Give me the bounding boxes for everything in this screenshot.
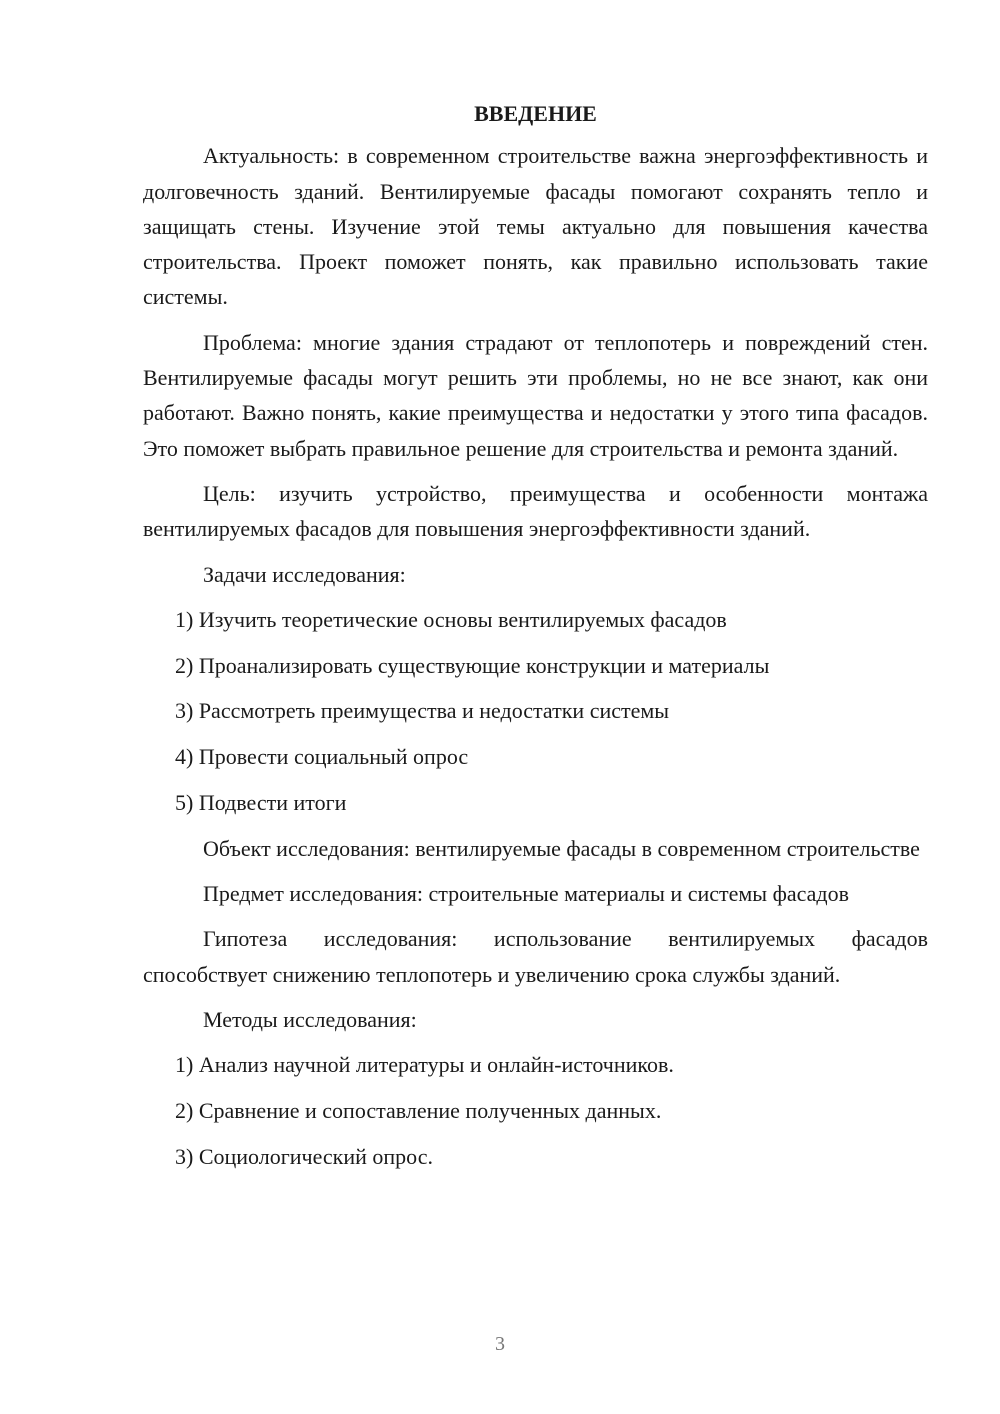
problem-paragraph: Проблема: многие здания страдают от теплопотерь и повреждений стен. Вентилируемые фасады могут решить эти проблемы, но не все знают, как они работают. Важно понять, какие преимущества и недостатки у этого типа фасадов. Это поможет выбрать правильное решение для строительства и ремонта зданий. <box>143 329 928 461</box>
methods-heading: Методы исследования: <box>203 1007 417 1033</box>
object-paragraph: Объект исследования: вентилируемые фасады в современном строительстве <box>203 835 920 861</box>
task-item: 1) Изучить теоретические основы вентилируемых фасадов <box>175 606 727 632</box>
task-item: 2) Проанализировать существующие конструкции и материалы <box>175 652 770 678</box>
tasks-list <box>143 602 928 820</box>
section-title: ВВЕДЕНИЕ <box>474 101 597 126</box>
hypothesis-paragraph: Гипотеза исследования: использование вентилируемых фасадов способствует снижению теплопотерь и увеличению срока службы зданий. <box>143 926 928 987</box>
method-item: 3) Социологический опрос. <box>175 1143 433 1169</box>
page-number: 3 <box>495 1333 505 1355</box>
task-item: 3) Рассмотреть преимущества и недостатки системы <box>175 698 670 724</box>
method-item: 1) Анализ научной литературы и онлайн-источников. <box>175 1052 674 1078</box>
task-item: 4) Провести социальный опрос <box>175 744 469 770</box>
methods-list <box>143 1047 928 1174</box>
subject-paragraph: Предмет исследования: строительные материалы и системы фасадов <box>203 881 849 907</box>
relevance-paragraph: Актуальность: в современном строительстве важна энергоэффективность и долговечность зданий. Вентилируемые фасады помогают сохранять тепло и защищать стены. Изучение этой темы актуально для повышения качества строительства. Проект поможет понять, как правильно использовать такие системы. <box>143 143 928 310</box>
method-item: 2) Сравнение и сопоставление полученных данных. <box>175 1098 662 1124</box>
goal-paragraph: Цель: изучить устройство, преимущества и особенности монтажа вентилируемых фасадов для повышения энергоэффективности зданий. <box>143 480 928 542</box>
document-page <box>143 96 928 1185</box>
task-item: 5) Подвести итоги <box>175 790 347 816</box>
tasks-heading: Задачи исследования: <box>203 561 406 587</box>
